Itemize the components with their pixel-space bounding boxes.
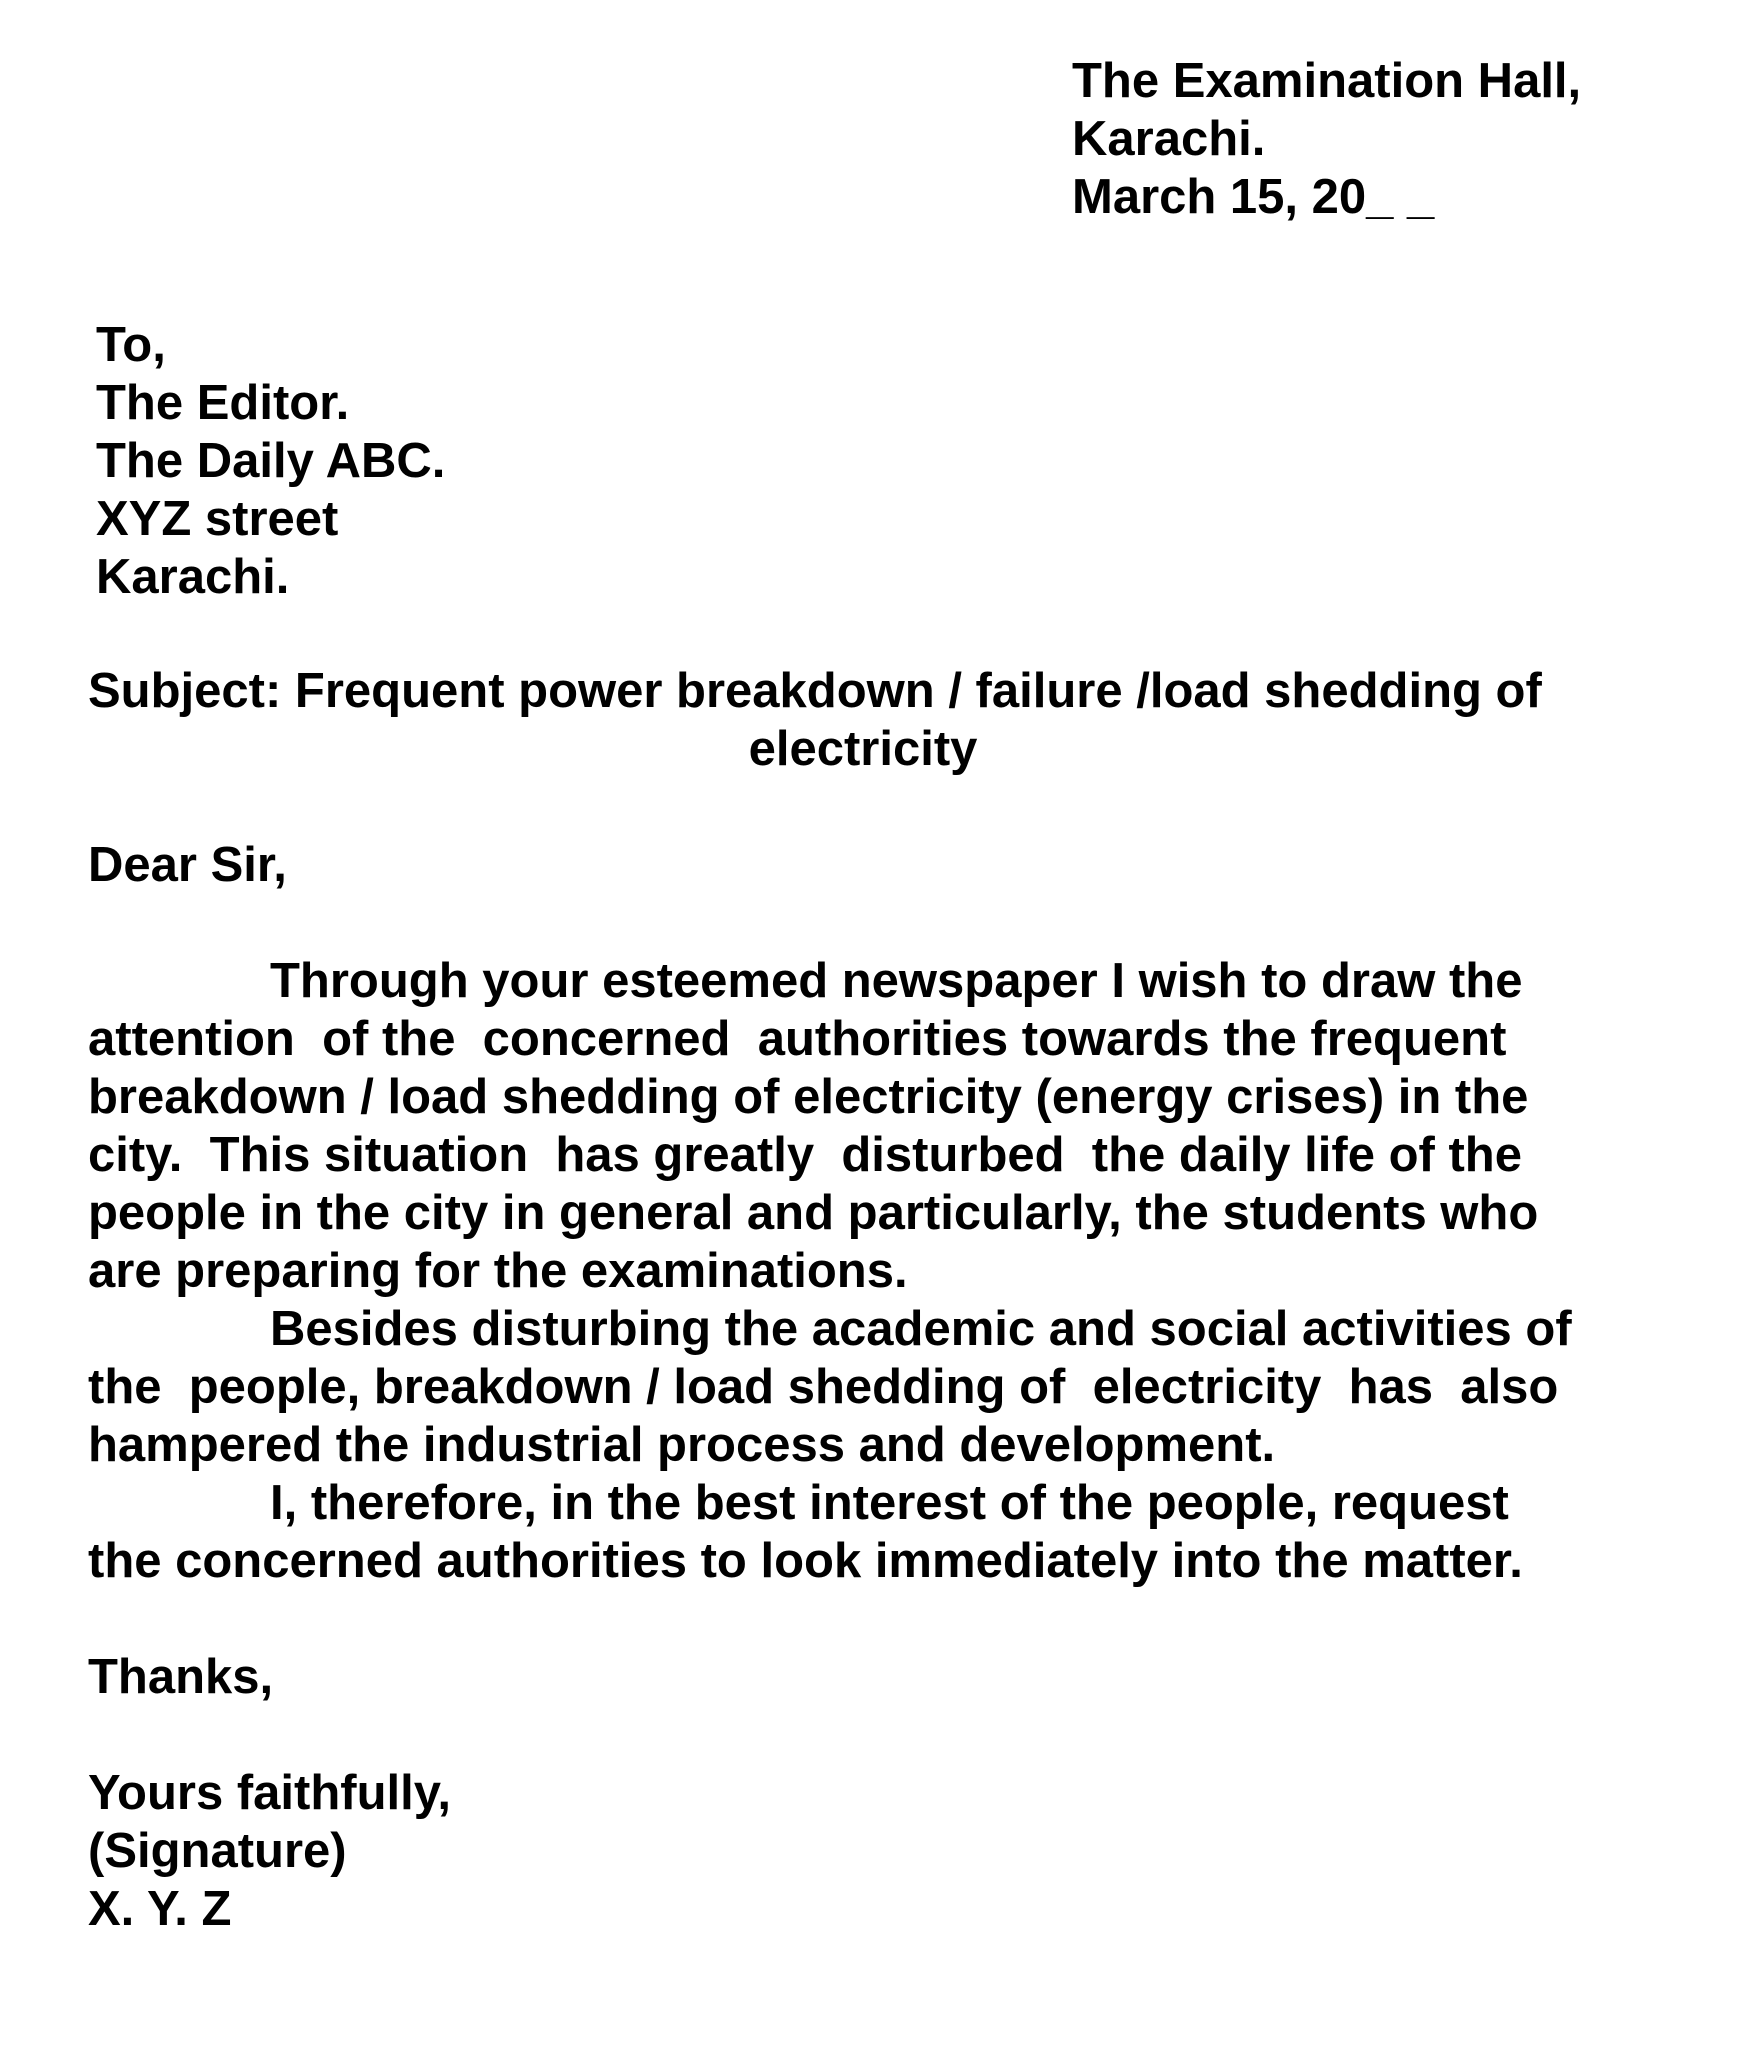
recipient-street: XYZ street	[96, 492, 339, 546]
subject-line-2: electricity	[748, 722, 978, 776]
closing-yours-faithfully: Yours faithfully,	[88, 1766, 451, 1820]
body-paragraph-3-line: the concerned authorities to look immediately into the matter.	[88, 1534, 1523, 1588]
body-paragraph-1-line: city. This situation has greatly disturbed the daily life of the	[88, 1128, 1522, 1182]
body-paragraph-1-line: attention of the concerned authorities towards the frequent	[88, 1012, 1507, 1066]
subject-line-1: Subject: Frequent power breakdown / failure /load shedding of	[88, 664, 1542, 718]
closing-name: X. Y. Z	[88, 1882, 232, 1936]
closing-signature: (Signature)	[88, 1824, 347, 1878]
closing-thanks: Thanks,	[88, 1650, 274, 1704]
letter-date: March 15, 20_ _	[1072, 170, 1435, 224]
body-paragraph-1-line: breakdown / load shedding of electricity (energy crises) in the	[88, 1070, 1529, 1124]
body-paragraph-1-line: Through your esteemed newspaper I wish to draw the	[270, 954, 1523, 1008]
recipient-title: The Editor.	[96, 376, 350, 430]
body-paragraph-2-line: Besides disturbing the academic and social activities of	[270, 1302, 1572, 1356]
body-paragraph-1-line: people in the city in general and particularly, the students who	[88, 1186, 1539, 1240]
body-paragraph-2-line: the people, breakdown / load shedding of electricity has also	[88, 1360, 1559, 1414]
recipient-city: Karachi.	[96, 550, 290, 604]
sender-address-line-1: The Examination Hall,	[1072, 54, 1582, 108]
sender-address-line-2: Karachi.	[1072, 112, 1266, 166]
salutation: Dear Sir,	[88, 838, 287, 892]
recipient-newspaper: The Daily ABC.	[96, 434, 446, 488]
body-paragraph-1-line: are preparing for the examinations.	[88, 1244, 908, 1298]
body-paragraph-2-line: hampered the industrial process and development.	[88, 1418, 1276, 1472]
body-paragraph-3-line: I, therefore, in the best interest of the people, request	[270, 1476, 1509, 1530]
recipient-to: To,	[96, 318, 166, 372]
